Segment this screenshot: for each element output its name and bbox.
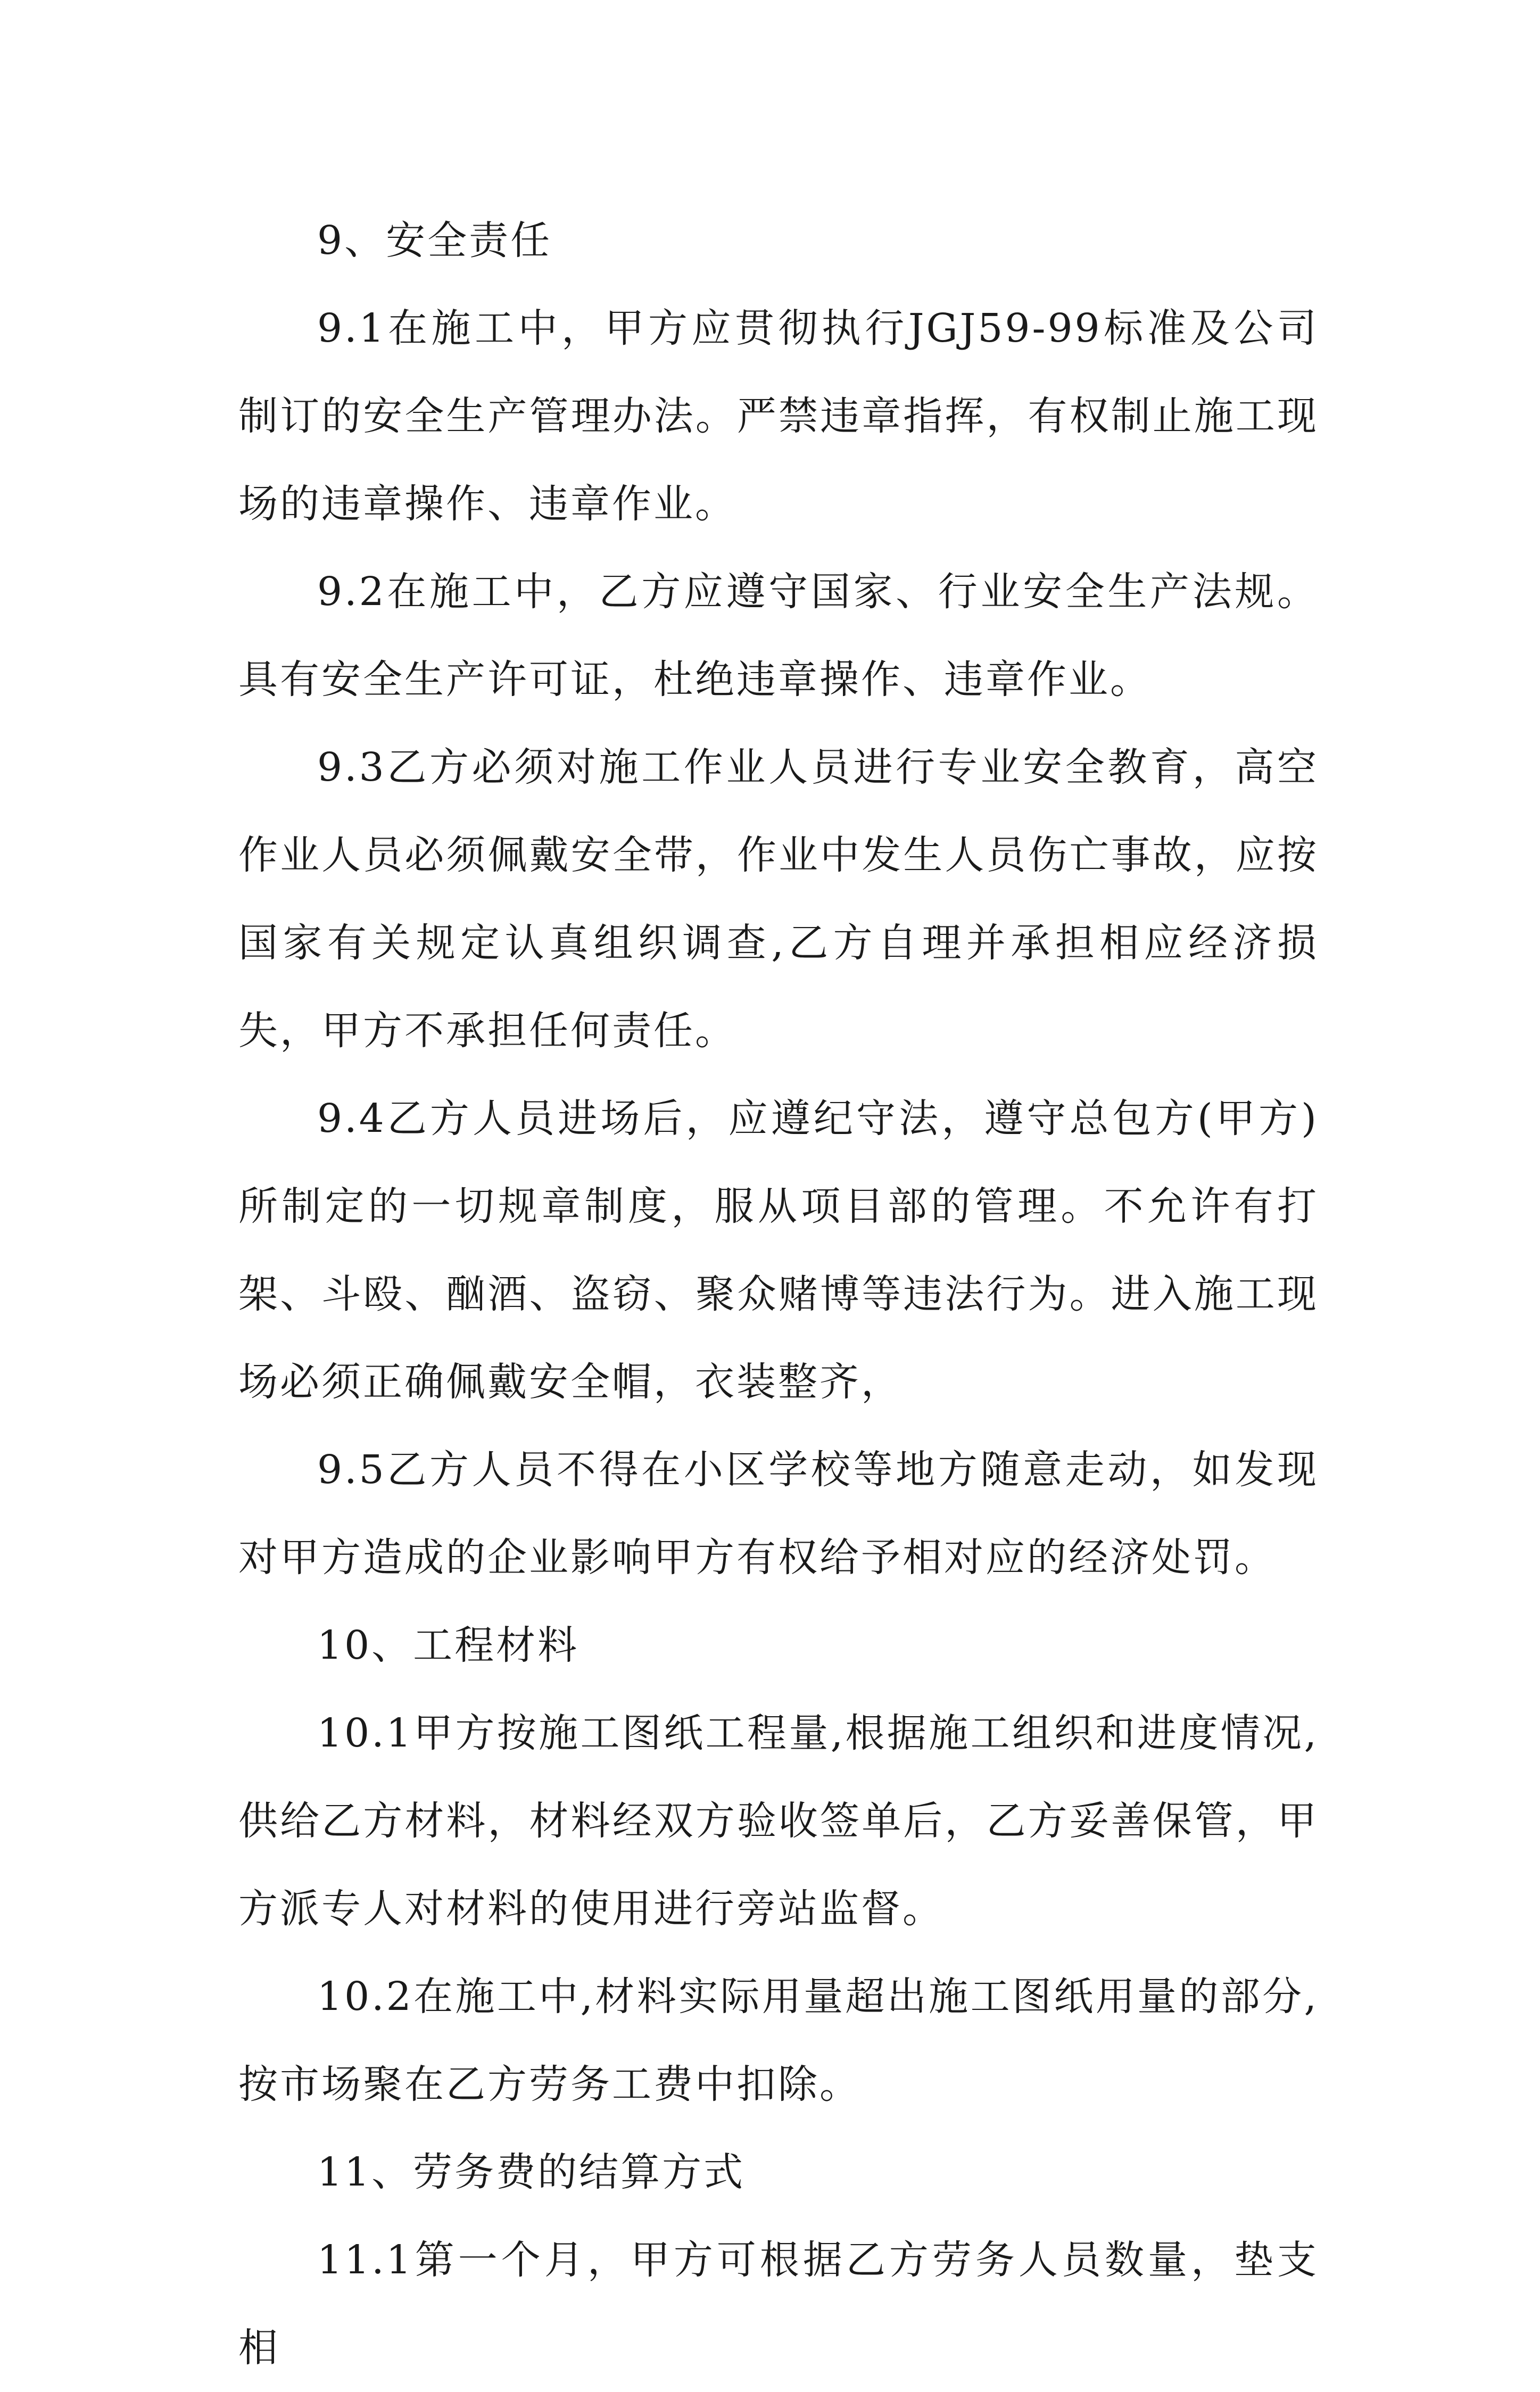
section-heading-materials: 10、工程材料 (317, 1623, 579, 1668)
section-heading-settlement: 11、劳务费的结算方式 (317, 2149, 746, 2195)
clause-10-1: 10.1甲方按施工图纸工程量,根据施工组织和进度情况,供给乙方材料，材料经双方验收签单后，乙方妥善保管，甲方派专人对材料的使用进行旁站监督。 (238, 1710, 1319, 1932)
section-heading-safety: 9、安全责任 (317, 218, 552, 263)
clause-9-4: 9.4乙方人员进场后，应遵纪守法，遵守总包方(甲方)所制定的一切规章制度，服从项目部的管理。不允许有打架、斗殴、酗酒、盗窃、聚众赌博等违法行为。进入施工现场必须正确佩戴安全帽，衣装整齐， (238, 1096, 1319, 1405)
clause-9-2: 9.2在施工中，乙方应遵守国家、行业安全生产法规。具有安全生产许可证，杜绝违章操作、违章作业。 (238, 569, 1319, 702)
clause-9-5: 9.5乙方人员不得在小区学校等地方随意走动，如发现对甲方造成的企业影响甲方有权给予相对应的经济处罚。 (238, 1447, 1319, 1580)
clause-11-1: 11.1第一个月，甲方可根据乙方劳务人员数量，垫支相 (238, 2237, 1319, 2371)
document-body (238, 197, 1319, 2392)
clause-9-1: 9.1在施工中，甲方应贯彻执行JGJ59-99标准及公司制订的安全生产管理办法。严禁违章指挥，有权制止施工现场的违章操作、违章作业。 (238, 305, 1319, 527)
clause-9-3: 9.3乙方必须对施工作业人员进行专业安全教育，高空作业人员必须佩戴安全带，作业中发生人员伤亡事故，应按国家有关规定认真组织调查,乙方自理并承担相应经济损失，甲方不承担任何责任。 (238, 744, 1319, 1054)
clause-10-2: 10.2在施工中,材料实际用量超出施工图纸用量的部分,按市场聚在乙方劳务工费中扣除。 (238, 1974, 1319, 2107)
